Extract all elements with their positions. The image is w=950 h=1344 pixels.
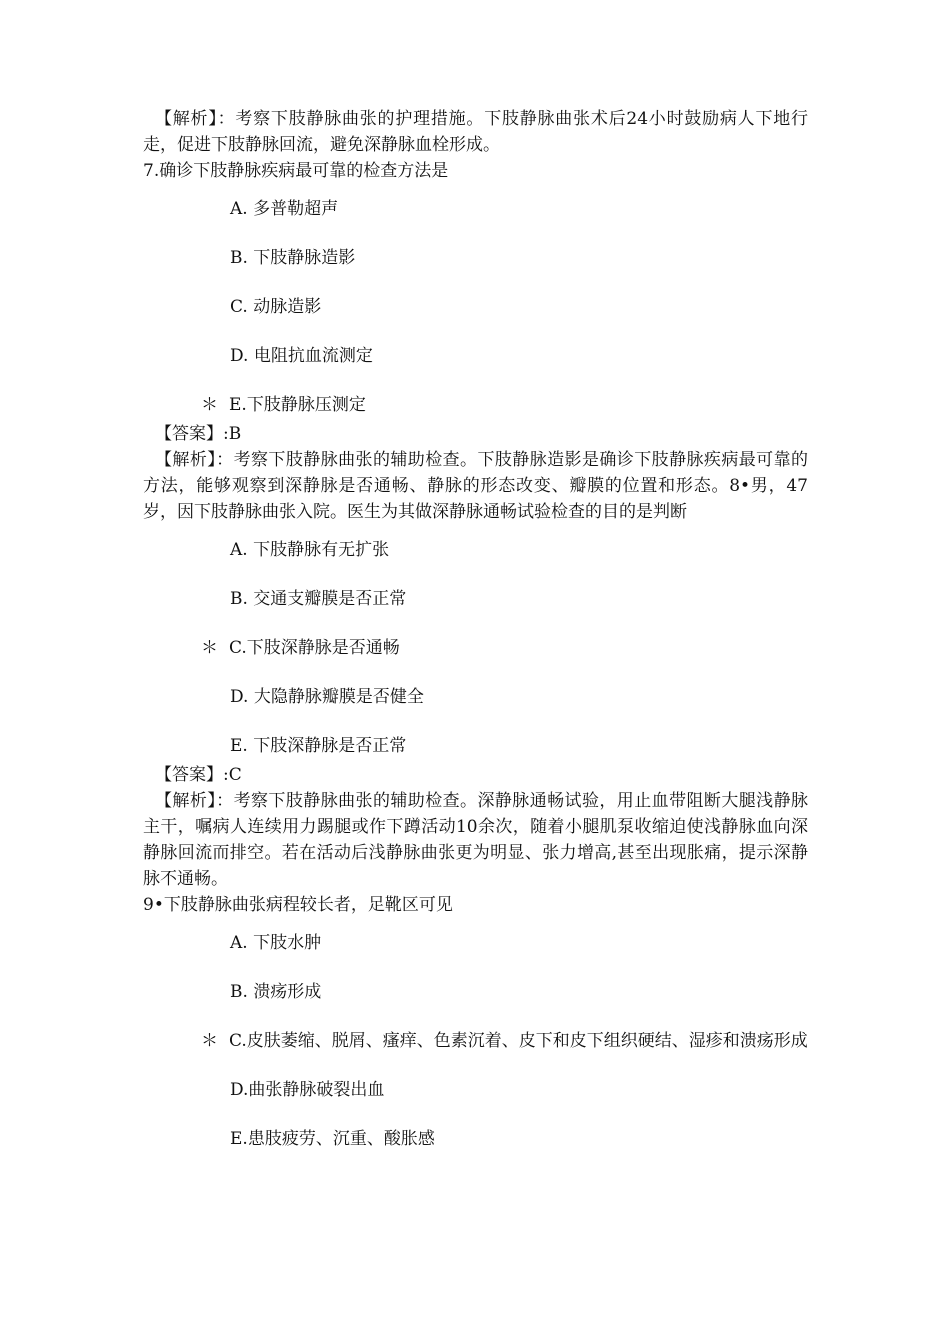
- marker-icon: ＊: [201, 638, 218, 658]
- option-q8-c: ＊ C.下肢深静脉是否通畅: [143, 635, 808, 661]
- option-q8-b: B. 交通支瓣膜是否正常: [230, 589, 407, 609]
- marker-icon: ＊: [201, 1031, 218, 1051]
- option-q7-a: A. 多普勒超声: [230, 199, 339, 219]
- analysis-q8: 【解析】：考察下肢静脉曲张的辅助检查。深静脉通畅试验，用止血带阻断大腿浅静脉主干，嘱病人连续用力踢腿或作下蹲活动10余次，随着小腿肌泵收缩迫使浅静脉血向深静脉回流而排空。若在活动后浅静脉曲张更为明显、张力增高,甚至出现胀痛，提示深静脉不通畅。: [143, 791, 808, 889]
- option-q9-c: ＊ C.皮肤萎缩、脱屑、瘙痒、色素沉着、皮下和皮下组织硬结、湿疹和溃疡形成: [143, 1028, 808, 1054]
- marker-icon: ＊: [201, 395, 218, 415]
- option-q9-d: D.曲张静脉破裂出血: [230, 1080, 385, 1100]
- option-q9-e: E.患肢疲劳、沉重、酸胀感: [230, 1129, 435, 1149]
- options-q8: [143, 537, 808, 759]
- option-q7-b: B. 下肢静脉造影: [230, 248, 356, 268]
- option-q7-e: ＊ E.下肢静脉压测定: [143, 392, 808, 418]
- question-9: 9•下肢静脉曲张病程较长者，足靴区可见: [143, 895, 453, 915]
- analysis-q6: 【解析】：考察下肢静脉曲张的护理措施。下肢静脉曲张术后24小时鼓励病人下地行走，促进下肢静脉回流，避免深静脉血栓形成。: [143, 109, 808, 155]
- option-q8-d: D. 大隐静脉瓣膜是否健全: [230, 687, 424, 707]
- document-page: [143, 106, 808, 1152]
- options-q9: [143, 930, 808, 1152]
- option-q8-e: E. 下肢深静脉是否正常: [230, 736, 407, 756]
- option-q9-a: A. 下肢水肿: [230, 933, 322, 953]
- answer-q8: 【答案】:C: [155, 765, 242, 785]
- option-q8-a: A. 下肢静脉有无扩张: [230, 540, 390, 560]
- answer-q7: 【答案】:B: [155, 424, 242, 444]
- option-q7-d: D. 电阻抗血流测定: [230, 346, 373, 366]
- analysis-q7: 【解析】：考察下肢静脉曲张的辅助检查。下肢静脉造影是确诊下肢静脉疾病最可靠的方法，能够观察到深静脉是否通畅、静脉的形态改变、瓣膜的位置和形态。8•男，47岁，因下肢静脉曲张入院。医生为其做深静脉通畅试验检查的目的是判断: [143, 450, 808, 522]
- option-q7-c: C. 动脉造影: [230, 297, 322, 317]
- question-7: 7.确诊下肢静脉疾病最可靠的检查方法是: [143, 161, 449, 181]
- options-q7: [143, 196, 808, 418]
- option-q9-b: B. 溃疡形成: [230, 982, 322, 1002]
